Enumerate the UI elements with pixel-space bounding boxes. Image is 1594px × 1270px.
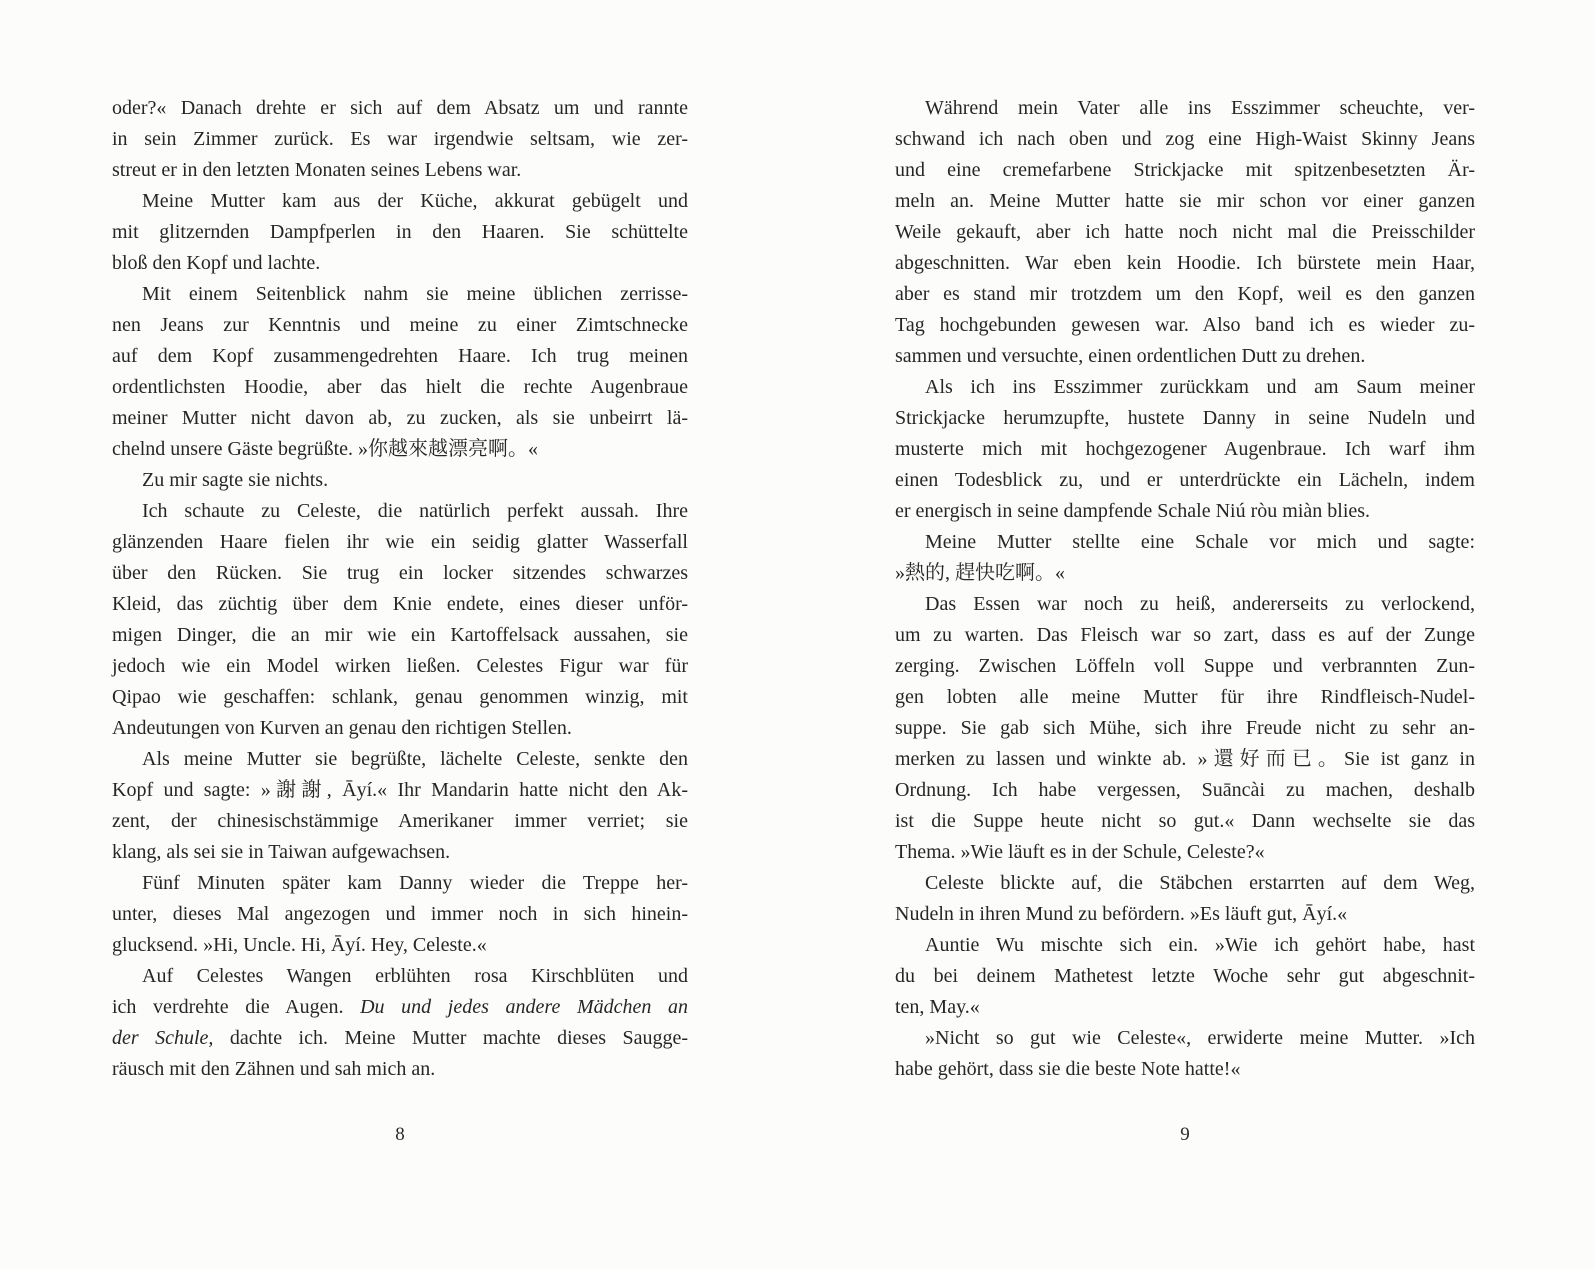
text-line: Als ich ins Esszimmer zurückkam und am Saum meiner	[925, 376, 1475, 398]
text-line: bloß den Kopf und lachte.	[112, 252, 321, 274]
text-line: sammen und versuchte, einen ordentlichen Dutt zu drehen.	[895, 345, 1366, 367]
text-line: »熱的, 趕快吃啊。«	[895, 562, 1065, 584]
text-line: zerging. Zwischen Löffeln voll Suppe und verbrannten Zun-	[895, 655, 1475, 677]
text-line	[112, 1023, 688, 1054]
text-line: nen Jeans zur Kenntnis und meine zu einer Zimtschnecke	[112, 314, 688, 336]
text-line: aber es stand mir trotzdem um den Kopf, weil es den ganzen	[895, 283, 1475, 305]
text-line: Während mein Vater alle ins Esszimmer scheuchte, ver-	[925, 97, 1475, 119]
text-line: in sein Zimmer zurück. Es war irgendwie seltsam, wie zer-	[112, 128, 688, 150]
text-line: merken zu lassen und winkte ab. »還好而已。Sie ist ganz in	[895, 748, 1475, 770]
text-line: ist die Suppe heute nicht so gut.« Dann wechselte sie das	[895, 810, 1475, 832]
text-line: glänzenden Haare fielen ihr wie ein seidig glatter Wasserfall	[112, 531, 688, 553]
text-line: Tag hochgebunden gewesen war. Also band ich es wieder zu-	[895, 314, 1475, 336]
paragraph	[895, 868, 1475, 930]
paragraph	[112, 186, 688, 279]
text-run: dachte ich. Meine Mutter machte dieses Saugge-	[213, 1027, 688, 1049]
paragraph	[895, 1023, 1475, 1085]
text-line: er energisch in seine dampfende Schale Niú ròu miàn blies.	[895, 500, 1371, 522]
text-line: habe gehört, dass sie die beste Note hatte!«	[895, 1058, 1241, 1080]
text-line: oder?« Danach drehte er sich auf dem Absatz um und rannte	[112, 97, 688, 119]
text-line: Als meine Mutter sie begrüßte, lächelte Celeste, senkte den	[142, 748, 688, 770]
text-line: ten, May.«	[895, 996, 980, 1018]
text-line: Ich schaute zu Celeste, die natürlich perfekt aussah. Ihre	[142, 500, 688, 522]
text-line: und eine cremefarbene Strickjacke mit spitzenbesetzten Är-	[895, 159, 1475, 181]
text-line: um zu warten. Das Fleisch war so zart, dass es auf der Zunge	[895, 624, 1475, 646]
paragraph	[112, 93, 688, 186]
text-line: chelnd unsere Gäste begrüßte. »你越來越漂亮啊。«	[112, 438, 539, 460]
text-line	[112, 992, 688, 1023]
text-line: Mit einem Seitenblick nahm sie meine üblichen zerrisse-	[142, 283, 688, 305]
paragraph	[895, 527, 1475, 589]
text-line: Meine Mutter stellte eine Schale vor mich und sagte:	[925, 531, 1475, 553]
text-line: auf dem Kopf zusammengedrehten Haare. Ich trug meinen	[112, 345, 688, 367]
text-line: abgeschnitten. War eben kein Hoodie. Ich bürstete mein Haar,	[895, 252, 1475, 274]
text-line: einen Todesblick zu, und er unterdrückte ein Lächeln, indem	[895, 469, 1475, 491]
text-line: Fünf Minuten später kam Danny wieder die Treppe her-	[142, 872, 688, 894]
text-line: Weile gekauft, aber ich hatte noch nicht mal die Preisschilder	[895, 221, 1475, 243]
text-line: ordentlichsten Hoodie, aber das hielt die rechte Augenbraue	[112, 376, 688, 398]
text-line: streut er in den letzten Monaten seines Lebens war.	[112, 159, 522, 181]
page-number-left: 8	[395, 1124, 405, 1145]
text-line: räusch mit den Zähnen und sah mich an.	[112, 1058, 436, 1080]
text-line: schwand ich nach oben und zog eine High-Waist Skinny Jeans	[895, 128, 1475, 150]
text-line: musterte mich mit hochgezogener Augenbraue. Ich warf ihm	[895, 438, 1475, 460]
paragraph	[895, 589, 1475, 868]
paragraph	[112, 465, 688, 496]
text-line: meln an. Meine Mutter hatte sie mir schon vor einer ganzen	[895, 190, 1475, 212]
text-line: Ordnung. Ich habe vergessen, Suāncài zu machen, deshalb	[895, 779, 1475, 801]
paragraph	[112, 744, 688, 868]
text-line: Qipao wie geschaffen: schlank, genau genommen winzig, mit	[112, 686, 688, 708]
paragraph	[112, 961, 688, 1085]
text-line: »Nicht so gut wie Celeste«, erwiderte meine Mutter. »Ich	[925, 1027, 1475, 1049]
text-line: klang, als sei sie in Taiwan aufgewachsen.	[112, 841, 451, 863]
text-line: suppe. Sie gab sich Mühe, sich ihre Freude nicht zu sehr an-	[895, 717, 1475, 739]
text-line: Thema. »Wie läuft es in der Schule, Celeste?«	[895, 841, 1265, 863]
paragraph	[895, 930, 1475, 1023]
paragraph	[112, 868, 688, 961]
text-line: gen lobten alle meine Mutter für ihre Rindfleisch-Nudel-	[895, 686, 1475, 708]
text-line: unter, dieses Mal angezogen und immer noch in sich hinein-	[112, 903, 688, 925]
text-line: Nudeln in ihren Mund zu befördern. »Es läuft gut, Āyí.«	[895, 903, 1348, 925]
page-number-right: 9	[1180, 1124, 1190, 1145]
text-line: Auntie Wu mischte sich ein. »Wie ich gehört habe, hast	[925, 934, 1475, 956]
text-line: jedoch wie ein Model wirken ließen. Celestes Figur war für	[112, 655, 688, 677]
italic-text-run: der Schule,	[112, 1027, 214, 1049]
text-line: zent, der chinesischstämmige Amerikaner immer verriet; sie	[112, 810, 688, 832]
text-line: glucksend. »Hi, Uncle. Hi, Āyí. Hey, Celeste.«	[112, 934, 487, 956]
text-line: Kopf und sagte: »謝謝, Āyí.« Ihr Mandarin hatte nicht den Ak-	[112, 779, 688, 801]
text-line: mit glitzernden Dampfperlen in den Haaren. Sie schüttelte	[112, 221, 688, 243]
paragraph	[112, 279, 688, 465]
text-line: Zu mir sagte sie nichts.	[142, 469, 329, 491]
text-line: meiner Mutter nicht davon ab, zu zucken, als sie unbeirrt lä-	[112, 407, 688, 429]
text-line: Das Essen war noch zu heiß, andererseits zu verlockend,	[925, 593, 1475, 615]
paragraph	[112, 496, 688, 744]
text-run: ich verdrehte die Augen.	[112, 996, 361, 1018]
page-right-text-column	[895, 93, 1475, 1085]
page-left-text-column	[112, 93, 688, 1085]
text-line: Andeutungen von Kurven an genau den richtigen Stellen.	[112, 717, 572, 739]
paragraph	[895, 93, 1475, 372]
text-line: Auf Celestes Wangen erblühten rosa Kirschblüten und	[142, 965, 688, 987]
text-line: über den Rücken. Sie trug ein locker sitzendes schwarzes	[112, 562, 688, 584]
text-line: Celeste blickte auf, die Stäbchen erstarrten auf dem Weg,	[925, 872, 1475, 894]
paragraph	[895, 372, 1475, 527]
text-line: Meine Mutter kam aus der Küche, akkurat gebügelt und	[142, 190, 688, 212]
text-line: Strickjacke herumzupfte, hustete Danny in seine Nudeln und	[895, 407, 1475, 429]
text-line: du bei deinem Mathetest letzte Woche sehr gut abgeschnit-	[895, 965, 1475, 987]
italic-text-run: Du und jedes andere Mädchen an	[360, 996, 688, 1018]
text-line: Kleid, das züchtig über dem Knie endete, eines dieser unför-	[112, 593, 688, 615]
text-line: migen Dinger, die an mir wie ein Kartoffelsack aussahen, sie	[112, 624, 688, 646]
